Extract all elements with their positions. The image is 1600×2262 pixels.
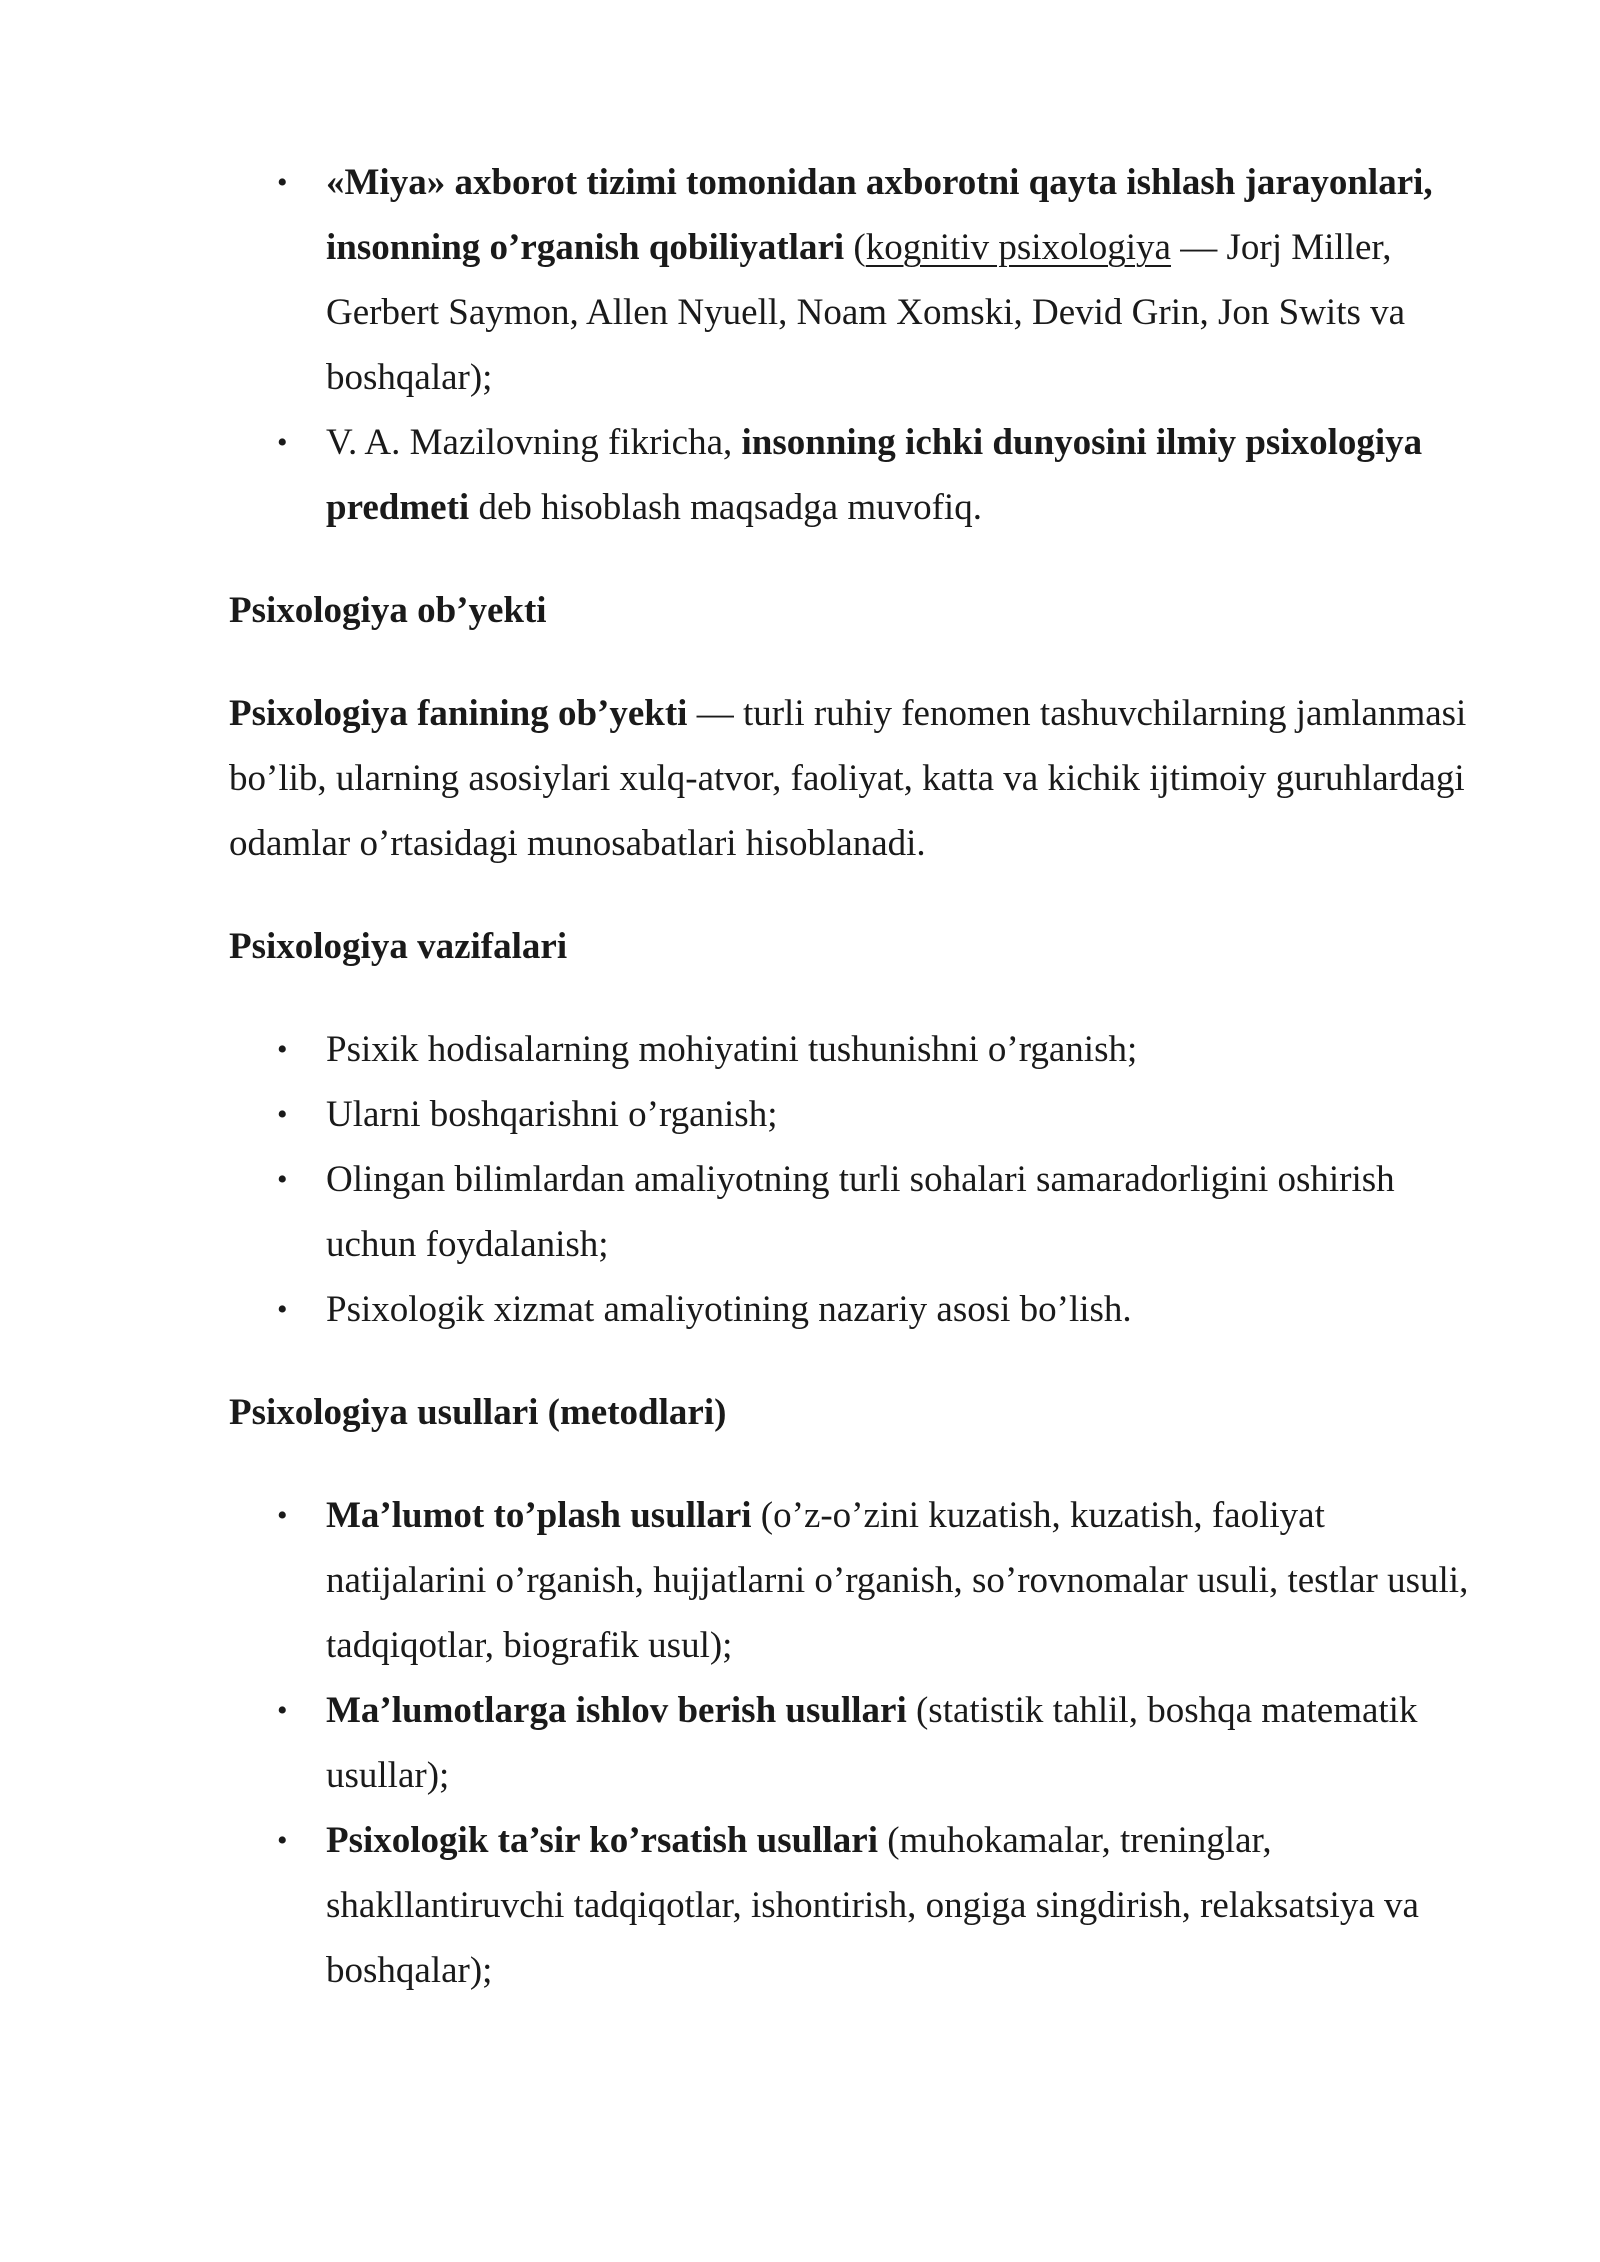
item-text: (o’z-o’zini kuzatish, kuzatish, faoliyat natijalarini o’rganish, hujjatlarni o’rganish, so’rovnomalar usuli, testlar usuli, tadqiqotlar, biografik usul); — [326, 1495, 1469, 1666]
list-item — [229, 1147, 1470, 1277]
list-item — [229, 1017, 1470, 1082]
paragraph-text: — turli ruhiy fenomen tashuvchilarning jamlanmasi bo’lib, ularning asosiylari xulq-atvor, faoliyat, katta va kichik ijtimoiy guruhlardagi odamlar o’rtasidagi munosabatlari hisoblanadi. — [229, 693, 1467, 864]
list-item — [229, 1277, 1470, 1342]
list-item — [229, 150, 1470, 410]
item-bold-text: insonning ichki dunyosini ilmiy psixologiya predmeti — [326, 422, 1423, 528]
item-bold-text: «Miya» axborot tizimi tomonidan axborotni qayta ishlash jarayonlari, insonning o’rganish qobiliyatlari — [326, 162, 1433, 268]
list-item — [229, 1483, 1470, 1678]
item-text: (muhokamalar, treninglar, shakllantiruvchi tadqiqotlar, ishontirish, ongiga singdirish, relaksatsiya va boshqalar); — [326, 1820, 1419, 1991]
section-heading-object: Psixologiya ob’yekti — [229, 590, 547, 631]
item-bold-text: Ma’lumot to’plash usullari — [326, 1495, 752, 1536]
list-item — [229, 410, 1470, 540]
item-text: Ularni boshqarishni o’rganish; — [326, 1094, 778, 1135]
item-bold-text: Psixologik ta’sir ko’rsatish usullari — [326, 1820, 878, 1861]
item-text: Olingan bilimlardan amaliyotning turli sohalari samaradorligini oshirish uchun foydalanish; — [326, 1159, 1395, 1265]
bullet-icon: • — [277, 1163, 288, 1196]
item-text: ( — [844, 227, 866, 268]
bullet-icon: • — [277, 1033, 288, 1066]
item-text: V. A. Mazilovning fikricha, — [326, 422, 742, 463]
item-text: Psixik hodisalarning mohiyatini tushunishni o’rganish; — [326, 1029, 1138, 1070]
section-heading-methods: Psixologiya usullari (metodlari) — [229, 1392, 727, 1433]
item-text: — Jorj Miller, Gerbert Saymon, Allen Nyuell, Noam Xomski, Devid Grin, Jon Swits va boshqalar); — [326, 227, 1406, 398]
section-heading-tasks: Psixologiya vazifalari — [229, 926, 568, 967]
list-item — [229, 1678, 1470, 1808]
intro-list — [229, 150, 1470, 540]
methods-list — [229, 1483, 1470, 2003]
bullet-icon: • — [277, 166, 288, 199]
kognitiv-psixologiya-link[interactable]: kognitiv psixologiya — [865, 227, 1171, 268]
item-text: deb hisoblash maqsadga muvofiq. — [469, 487, 982, 528]
bullet-icon: • — [277, 1499, 288, 1532]
bullet-icon: • — [277, 1293, 288, 1326]
object-paragraph — [229, 681, 1470, 876]
bullet-icon: • — [277, 1098, 288, 1131]
list-item — [229, 1082, 1470, 1147]
bullet-icon: • — [277, 426, 288, 459]
bullet-icon: • — [277, 1694, 288, 1727]
paragraph-bold-text: Psixologiya fanining ob’yekti — [229, 693, 688, 734]
item-bold-text: Ma’lumotlarga ishlov berish usullari — [326, 1690, 907, 1731]
list-item — [229, 1808, 1470, 2003]
item-text: (statistik tahlil, boshqa matematik usullar); — [326, 1690, 1418, 1796]
bullet-icon: • — [277, 1824, 288, 1857]
item-text: Psixologik xizmat amaliyotining nazariy asosi bo’lish. — [326, 1289, 1132, 1330]
tasks-list — [229, 1017, 1470, 1342]
